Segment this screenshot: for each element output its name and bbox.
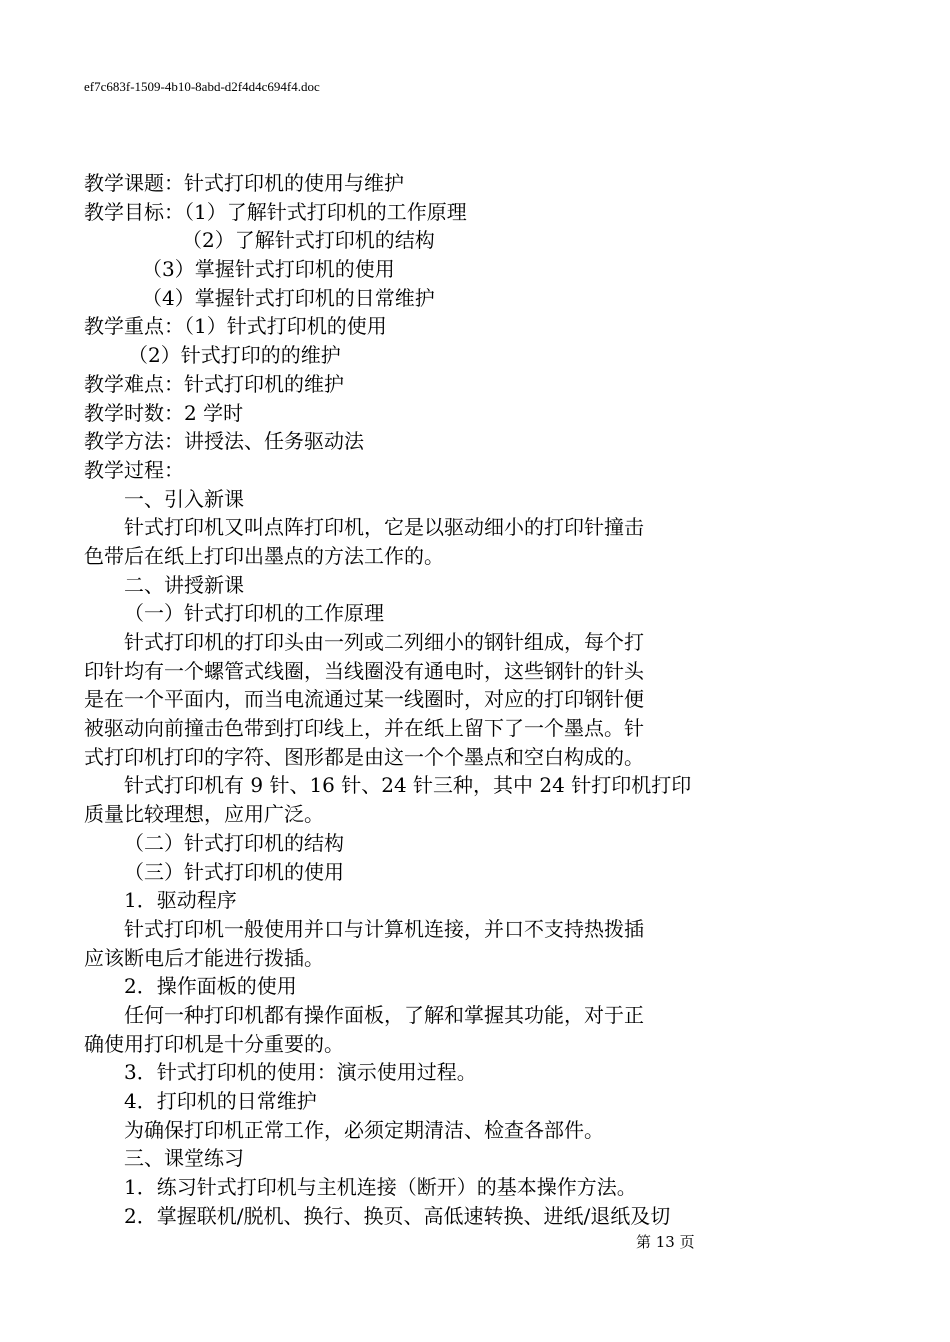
section-heading: 三、课堂练习 [124,1146,244,1171]
paragraph-line: 确使用打印机是十分重要的。 [84,1031,344,1056]
class-hours: 教学时数：2 学时 [84,400,244,425]
paragraph-line: 色带后在纸上打印出墨点的方法工作的。 [84,543,444,568]
paragraph-line: 任何一种打印机都有操作面板，了解和掌握其功能，对于正 [124,1002,644,1027]
teaching-method: 教学方法：讲授法、任务驱动法 [84,429,364,454]
lesson-objective-4: （4）掌握针式打印机的日常维护 [142,285,435,310]
lesson-topic: 教学课题：针式打印机的使用与维护 [84,171,404,195]
subsection-heading: （一）针式打印机的工作原理 [124,601,384,626]
paragraph-line: 针式打印机的打印头由一列或二列细小的钢针组成，每个打 [124,630,644,654]
paragraph-line: 是在一个平面内，而当电流通过某一线圈时，对应的打印钢针便 [84,687,644,712]
exercise-item: 2．掌握联机/脱机、换行、换页、高低速转换、进纸/退纸及切 [124,1203,671,1228]
paragraph-line: 针式打印机又叫点阵打印机，它是以驱动细小的打印针撞击 [124,515,644,540]
lesson-objective-3: （3）掌握针式打印机的使用 [142,257,395,282]
key-point-2: （2）针式打印的的维护 [128,343,341,368]
paragraph-line: 针式打印机有 9 针、16 针、24 针三种，其中 24 针打印机打印 [124,773,692,798]
paragraph-line: 为确保打印机正常工作，必须定期清洁、检查各部件。 [124,1117,604,1142]
paragraph-line: 式打印机打印的字符、图形都是由这一个个墨点和空白构成的。 [84,744,644,769]
teaching-process-heading: 教学过程： [84,457,184,482]
lesson-objective-1: 教学目标：（1）了解针式打印机的工作原理 [84,199,467,224]
difficult-point: 教学难点：针式打印机的维护 [84,371,344,396]
lesson-objective-2: （2）了解针式打印机的结构 [182,228,435,253]
paragraph-line: 印针均有一个螺管式线圈，当线圈没有通电时，这些钢针的针头 [84,658,644,683]
key-point-1: 教学重点：（1）针式打印机的使用 [84,314,387,339]
paragraph-line: 质量比较理想，应用广泛。 [84,802,324,827]
exercise-item: 1．练习针式打印机与主机连接（断开）的基本操作方法。 [124,1175,637,1200]
numbered-heading: 2．操作面板的使用 [124,974,297,999]
document-body [84,169,704,1230]
document-filename: ef7c683f-1509-4b10-8abd-d2f4d4c694f4.doc [84,79,320,94]
section-heading: 一、引入新课 [124,486,244,511]
section-heading: 二、讲授新课 [124,572,244,597]
paragraph-line: 应该断电后才能进行拨插。 [84,945,324,970]
page-number: 第 13 页 [636,1233,695,1251]
numbered-heading: 4．打印机的日常维护 [124,1089,317,1113]
paragraph-line: 被驱动向前撞击色带到打印线上，并在纸上留下了一个墨点。针 [84,716,644,741]
numbered-heading: 3．针式打印机的使用：演示使用过程。 [124,1060,477,1085]
paragraph-line: 针式打印机一般使用并口与计算机连接，并口不支持热拨插 [124,916,644,941]
subsection-heading: （三）针式打印机的使用 [124,859,344,884]
numbered-heading: 1．驱动程序 [124,888,237,913]
subsection-heading: （二）针式打印机的结构 [124,830,344,855]
